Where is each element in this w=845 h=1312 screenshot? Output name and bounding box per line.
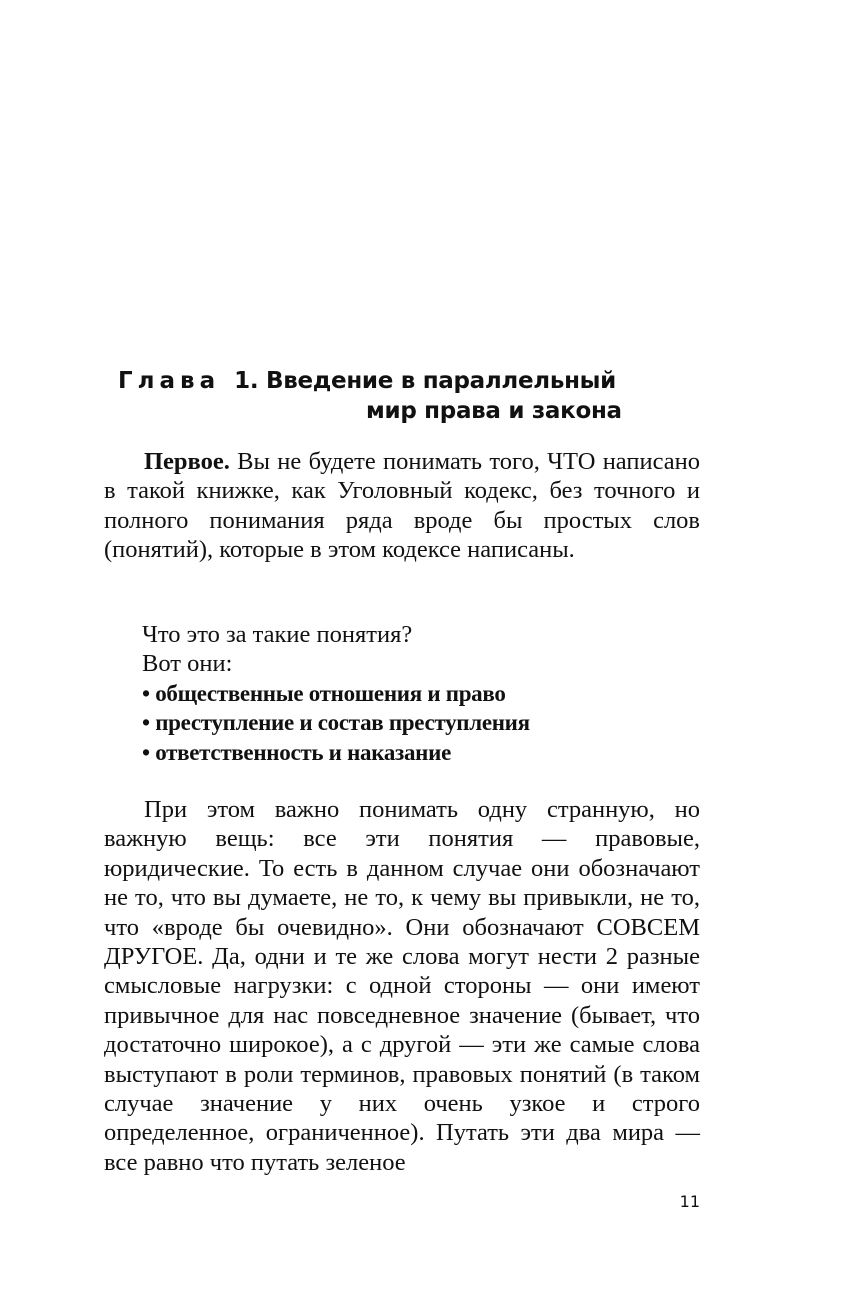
- chapter-number-title: 1. Введение в параллельный: [234, 368, 616, 394]
- paragraph-third-text: При этом важно понимать одну странную, но важную вещь: все эти понятия — правовые, юридические. То есть в данном случае они обозначают не то, что вы думаете, не то, к чему вы привыкли, не то, что «вроде бы очевидно». Они обозначают СОВСЕМ ДРУГОЕ. Да, одни и те же слова могут нести 2 разные смысловые нагрузки: с одной стороны — они имеют привычное для нас повседневное значение (бывает, что достаточно широкое), а с другой — эти же самые слова выступают в роли терминов, правовых понятий (в таком случае значение у них очень узкое и строго определенное, ограниченное). Путать эти два мира — все равно что путать зеленое: [104, 796, 700, 1176]
- chapter-label: Глава: [118, 368, 221, 394]
- chapter-heading: [118, 366, 638, 426]
- chapter-heading-line1: [118, 366, 638, 396]
- concepts-question: Что это за такие понятия?: [142, 621, 413, 648]
- concept-list-item: • преступление и состав преступления: [142, 710, 530, 736]
- concepts-block: [142, 620, 702, 767]
- paragraph-first-text: [104, 447, 700, 565]
- paragraph-first: [104, 447, 700, 565]
- page-number: 11: [679, 1192, 700, 1211]
- concept-list-item: • ответственность и наказание: [142, 739, 451, 765]
- paragraph-first-body: Вы не будете понимать того, ЧТО написано в такой книжке, как Уголовный кодекс, без точного и полного понимания ряда вроде бы простых слов (понятий), которые в этом кодексе написаны.: [104, 448, 700, 564]
- paragraph-lead-word: Первое.: [144, 448, 230, 475]
- concept-list-item: • общественные отношения и право: [142, 680, 506, 706]
- concepts-intro: Вот они:: [142, 650, 233, 678]
- chapter-title-line2: мир права и закона: [366, 398, 622, 424]
- paragraph-third: [104, 795, 700, 1177]
